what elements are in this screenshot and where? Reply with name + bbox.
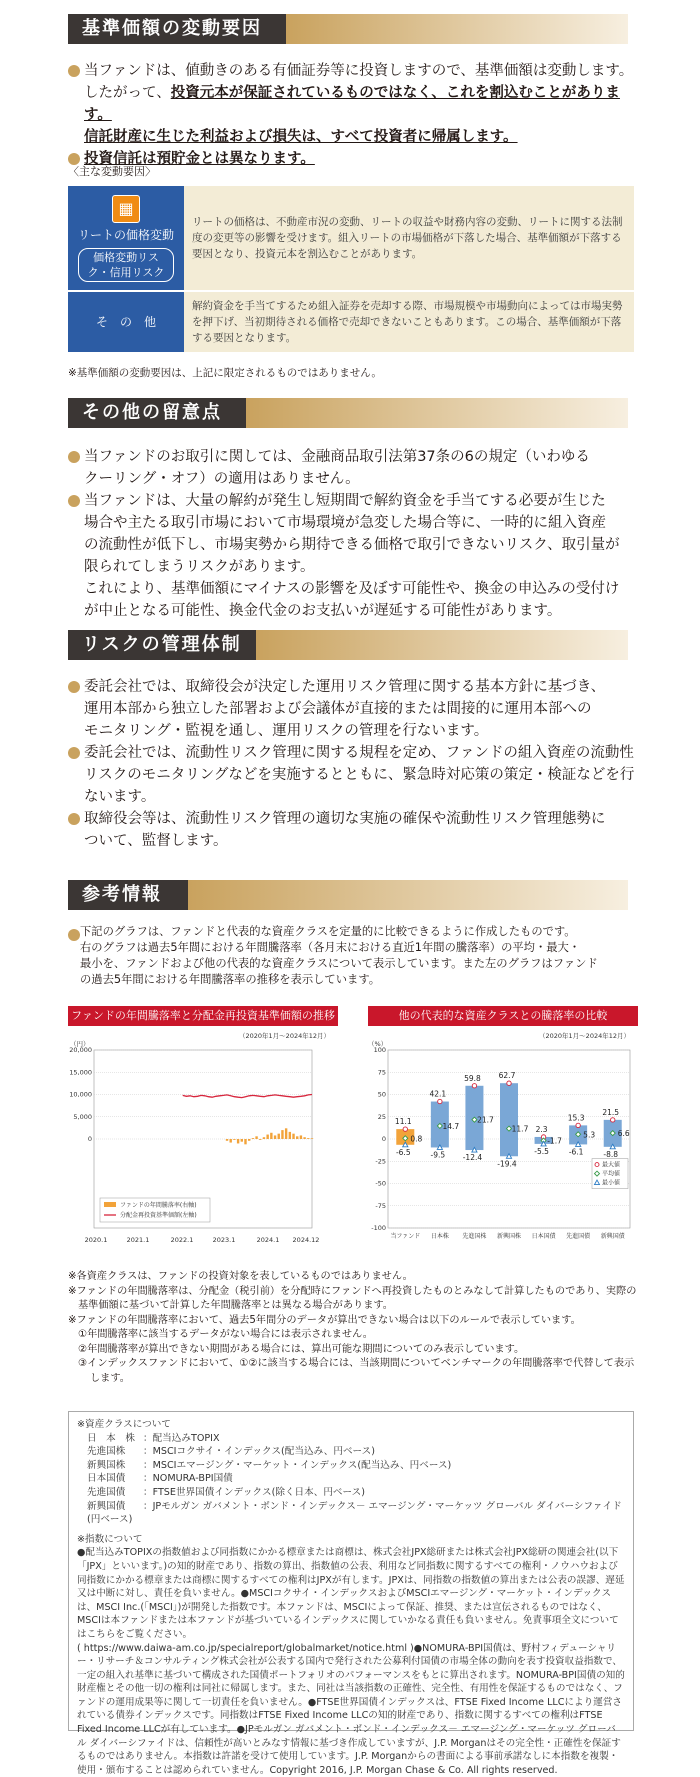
bullet-item: [68, 60, 640, 82]
asset-class-index: ：MSCIコクサイ・インデックス(配当込み、円ベース): [143, 1446, 375, 1457]
index-notes-box: [68, 1411, 634, 1731]
return-bar: [252, 1138, 254, 1139]
emphasis-text: 投資信託は預貯金とは異なります。: [84, 151, 315, 167]
tick-label: 2024.1: [257, 1236, 280, 1244]
bullet-item: 取締役会等は、流動性リスク管理の適切な実施の確保や流動性リスク管理態勢に: [68, 808, 640, 830]
return-bar: [230, 1139, 232, 1143]
return-bar: [289, 1132, 291, 1139]
risk-label: リートの価格変動: [68, 227, 184, 244]
category-label: 当ファンド: [390, 1232, 420, 1240]
text-line: 限られてしまうリスクがあります。: [68, 556, 640, 578]
max-marker: [438, 1099, 442, 1103]
section-header-nav-factors: [68, 14, 628, 44]
avg-label: 21.7: [477, 1116, 494, 1125]
return-bar: [270, 1133, 272, 1139]
tick-label: 25: [378, 1113, 386, 1121]
asset-class-item: [87, 1472, 625, 1486]
return-bar: [296, 1136, 298, 1139]
note-line: ①年間騰落率に該当するデータがない場合には表示されません。: [68, 1328, 640, 1343]
y-unit: （%）: [368, 1040, 387, 1048]
return-bar: [255, 1136, 257, 1139]
risk-label-cell: [68, 186, 184, 291]
note-heading: ※指数について: [77, 1533, 625, 1547]
text: 当ファンドは、値動きのある有価証券等に投資しますので、基準価額は変動します。: [84, 63, 633, 79]
max-label: 21.5: [602, 1108, 619, 1117]
text-line: リスクのモニタリングなどを実施するとともに、緊急時対応策の策定・検証などを行: [68, 764, 640, 786]
asset-class-index: ：FTSE世界国債インデックス(除く日本、円ベース): [143, 1487, 365, 1498]
bullet-item: 下記のグラフは、ファンドと代表的な資産クラスを定量的に比較できるように作成したものです。: [68, 924, 640, 940]
note-heading: ※資産クラスについて: [77, 1418, 625, 1432]
section-title: 参考情報: [68, 880, 188, 910]
legend-label: 平均値: [602, 1170, 620, 1178]
asset-class-index: ：JPモルガン ガバメント・ボンド・インデックス－ エマージング・マーケッツ グローバル ダイバーシファイド(円ベース): [87, 1501, 622, 1526]
section-header-risk-management: [68, 630, 628, 660]
section1-text: [68, 60, 640, 170]
chart-fund-history-svg: [68, 1028, 338, 1264]
min-label: -5.5: [534, 1147, 549, 1156]
text-line: これにより、基準価額にマイナスの影響を及ぼす可能性や、換金の申込みの受付け: [68, 578, 640, 600]
chart-fund-history: [68, 1006, 338, 1266]
legend-label: 最小値: [602, 1179, 620, 1187]
asset-class-item: [87, 1500, 625, 1527]
return-bar: [300, 1135, 302, 1139]
return-bar: [226, 1139, 228, 1141]
return-bar: [259, 1139, 261, 1140]
tick-label: 75: [378, 1068, 386, 1076]
max-marker: [576, 1123, 580, 1127]
tick-label: 15,000: [69, 1068, 92, 1076]
asset-class-name: 先進国債: [87, 1486, 143, 1500]
emphasis-text: 投資元本が保証されているものではなく、これを割込むことがあります。: [84, 85, 620, 123]
text-line: 最小を、ファンドおよび他の代表的な資産クラスについて表示しています。また左のグラフはファンド: [68, 956, 640, 972]
nav-line: [183, 1095, 312, 1098]
asset-class-list: [77, 1432, 625, 1527]
max-label: 62.7: [499, 1071, 516, 1080]
asset-class-name: 先進国株: [87, 1445, 143, 1459]
tick-label: 2021.1: [127, 1236, 150, 1244]
category-label: 日本国債: [532, 1232, 557, 1240]
tick-label: -75: [375, 1202, 386, 1210]
asset-class-index: ：配当込みTOPIX: [143, 1433, 220, 1444]
tick-label: 2020.1: [85, 1236, 108, 1244]
tick-label: 5,000: [73, 1113, 92, 1121]
min-label: -9.5: [431, 1150, 446, 1159]
category-label: 先進国株: [462, 1232, 486, 1240]
tick-label: -100: [371, 1224, 386, 1232]
return-bar: [281, 1130, 283, 1139]
return-bar: [292, 1134, 294, 1139]
tick-label: 50: [378, 1091, 386, 1099]
asset-class-index: ：MSCIエマージング・マーケット・インデックス(配当込み、円ベース): [143, 1460, 451, 1471]
bullet-item: 当ファンドのお取引に関しては、金融商品取引法第37条の6の規定（いわゆる: [68, 446, 640, 468]
text-line: クーリング・オフ）の適用はありません。: [68, 468, 640, 490]
asset-class-index: ：NOMURA-BPI国債: [143, 1473, 233, 1484]
chart-notes: [68, 1270, 640, 1386]
max-label: 11.1: [395, 1117, 412, 1126]
min-label: -8.8: [603, 1150, 618, 1159]
avg-label: 0.8: [410, 1134, 422, 1143]
avg-label: 14.7: [443, 1122, 460, 1131]
asset-class-name: 新興国債: [87, 1500, 143, 1514]
emphasis-text: 信託財産に生じた利益および損失は、すべて投資者に帰属します。: [84, 129, 518, 145]
return-bar: [233, 1139, 235, 1140]
legend-label: 最大値: [602, 1161, 620, 1169]
note-body: ●配当込みTOPIXの指数値および同指数にかかる標章または商標は、株式会社JPX総研または株式会社JPX総研の関連会社(以下「JPX」といいます。)の知的財産であり、指数の算出、指数値の公表、利用など同指数に関するすべての権利・ノウハウおよび同指数にかかる標章または商標に関するすべての権利はJPXが有します。JPXは、同指数の指数値の算出または公表の誤謬、遅延又は中断に対し、責任を負いません。●MSCIコクサイ・インデックスおよびMSCIエマージング・マーケット・インデックスは、MSCI Inc.(「MSCI」)が開発した指数です。本ファンドは、MSCIによって保証、推奨、または宣伝されるものではなく、MSCIは本ファンドまたは本ファンドが基づいているインデックスに関していかなる責任も負いません。免責事項全文についてはこちらをご覧ください。: [77, 1546, 625, 1641]
bullet-item: 当ファンドは、大量の解約が発生し短期間で解約資金を手当てする必要が生じた: [68, 490, 640, 512]
risk-desc-cell: 解約資金を手当てするため組入証券を売却する際、市場規模や市場動向によっては市場実勢を押下げ、当初期待される価格で売却できないこともあります。この場合、基準価額が下落する要因となります。: [184, 291, 634, 352]
max-marker: [611, 1118, 615, 1122]
tick-label: -25: [375, 1157, 386, 1165]
category-label: 新興国株: [497, 1232, 521, 1240]
tick-label: 2024.12: [293, 1236, 320, 1244]
note-line: 基準価額に基づいて計算した年間騰落率とは異なる場合があります。: [68, 1299, 640, 1314]
left-unit: （円）: [70, 1040, 90, 1048]
text-line: モニタリング・監視を通し、運用リスクの管理を行ないます。: [68, 720, 640, 742]
min-label: -6.5: [396, 1148, 411, 1157]
max-marker: [472, 1084, 476, 1088]
min-label: -12.4: [463, 1153, 483, 1162]
tick-label: 2022.1: [171, 1236, 194, 1244]
bullet-item: 委託会社では、取締役会が決定した運用リスク管理に関する基本方針に基づき、: [68, 676, 640, 698]
tick-label: 2023.1: [213, 1236, 236, 1244]
header-gradient: [188, 880, 628, 910]
text-line: [68, 126, 640, 148]
return-bar: [311, 1138, 313, 1139]
asset-class-item: [87, 1432, 625, 1446]
legend-label: ファンドの年間騰落率(右軸): [120, 1201, 197, 1209]
text-line: ついて、監督します。: [68, 830, 640, 852]
max-label: 15.3: [568, 1113, 585, 1122]
return-bar: [248, 1139, 250, 1141]
header-gradient: [246, 398, 628, 428]
section-title: 基準価額の変動要因: [68, 14, 286, 44]
risk-factor-table: [68, 186, 634, 352]
section3-text: [68, 676, 640, 852]
text-line: 場合や主たる取引市場において市場環境が急変した場合等に、一時的に組入資産: [68, 512, 640, 534]
asset-class-name: 日 本 株: [87, 1432, 143, 1446]
section-title: その他の留意点: [68, 398, 246, 428]
asset-class-item: [87, 1445, 625, 1459]
asset-class-item: [87, 1459, 625, 1473]
return-bar: [241, 1139, 243, 1142]
risk-label-cell: そ の 他: [68, 291, 184, 352]
note-line: ※ファンドの年間騰落率は、分配金（税引前）を分配時にファンドへ再投資したものとみなして計算したものであり、実際の: [68, 1285, 640, 1300]
tick-label: 0: [88, 1135, 92, 1143]
category-label: 先進国債: [566, 1232, 591, 1240]
return-bar: [244, 1139, 246, 1144]
tick-label: 20,000: [69, 1046, 92, 1054]
range-bar: [500, 1083, 518, 1156]
header-gradient: [256, 630, 628, 660]
note-line: します。: [68, 1372, 640, 1387]
section-title: リスクの管理体制: [68, 630, 256, 660]
avg-label: 11.7: [512, 1125, 529, 1134]
asset-class-name: 日本国債: [87, 1472, 143, 1486]
text-line: の過去5年間における年間騰落率の推移を表示しています。: [68, 972, 640, 988]
risk-sublabel: 価格変動リスク・信用リスク: [78, 248, 174, 282]
risk-desc-cell: リートの価格は、不動産市況の変動、リートの収益や財務内容の変動、リートに関する法制度の変更等の影響を受けます。組入リートの市場価格が下落した場合、基準価額が下落する要因となり、投資元本を割込むことがあります。: [184, 186, 634, 291]
chart-title: 他の代表的な資産クラスとの騰落率の比較: [368, 1006, 638, 1026]
text: したがって、: [84, 85, 171, 101]
footnote: ※基準価額の変動要因は、上記に限定されるものではありません。: [68, 366, 640, 381]
return-bar: [263, 1137, 265, 1139]
tick-label: 100: [374, 1046, 386, 1054]
max-marker: [507, 1081, 511, 1085]
min-label: -6.1: [569, 1147, 584, 1156]
max-label: 2.3: [536, 1125, 548, 1134]
avg-label: 5.3: [583, 1130, 595, 1139]
category-label: 新興国債: [601, 1232, 626, 1240]
chart-title: ファンドの年間騰落率と分配金再投資基準価額の推移: [68, 1006, 338, 1026]
max-marker: [403, 1127, 407, 1131]
legend-label: 分配金再投資基準価額(左軸): [120, 1211, 197, 1219]
table-row: [68, 291, 634, 352]
return-bar: [237, 1139, 239, 1143]
category-label: 日本株: [431, 1232, 449, 1240]
chart-asset-comparison-svg: [368, 1028, 638, 1264]
chart-asset-comparison: [368, 1006, 638, 1266]
asset-class-name: 新興国株: [87, 1459, 143, 1473]
return-bar: [303, 1137, 305, 1139]
header-gradient: [286, 14, 628, 44]
tick-label: 0: [382, 1135, 386, 1143]
return-bar: [274, 1135, 276, 1139]
return-bar: [278, 1134, 280, 1139]
note-line: ※ファンドの年間騰落率において、過去5年間分のデータが算出できない場合は以下のルールで表示しています。: [68, 1314, 640, 1329]
section4-intro: [68, 924, 640, 988]
text-line: が中止となる可能性、換金代金のお支払いが遅延する可能性があります。: [68, 600, 640, 622]
section-header-reference-info: [68, 880, 628, 910]
text-line: 右のグラフは過去5年間における年間騰落率（各月末における直近1年間の騰落率）の平均・最大・: [68, 940, 640, 956]
note-line: ②年間騰落率が算出できない期間がある場合には、算出可能な期間についてのみ表示しています。: [68, 1343, 640, 1358]
note-line: ③インデックスファンドにおいて、①②に該当する場合には、当該期間についてベンチマークの年間騰落率で代替して表示: [68, 1357, 640, 1372]
chart-period: （2020年1月～2024年12月）: [539, 1031, 630, 1040]
legend-swatch: [104, 1202, 116, 1207]
return-bar: [307, 1138, 309, 1139]
tick-label: 10,000: [69, 1091, 92, 1099]
return-bar: [266, 1135, 268, 1139]
bullet-item: 委託会社では、流動性リスク管理に関する規程を定め、ファンドの組入資産の流動性: [68, 742, 640, 764]
max-label: 42.1: [430, 1090, 447, 1099]
chart-period: （2020年1月～2024年12月）: [239, 1031, 330, 1040]
section2-text: [68, 446, 640, 622]
tick-label: -50: [375, 1180, 386, 1188]
note-body: ( https://www.daiwa-am.co.jp/specialreport/globalmarket/notice.html )●NOMURA-BPI国債は、野村フィデューシャリー・リサーチ＆コンサルティング株式会社が公表する国内で発行された公募利付国債の市場全体の動向を表す投資収益指数で、一定の組入れ基準に基づいて構成された国債ポートフォリオのパフォーマンスをもとに算出されます。NOMURA-BPI国債の知的財産権とその他一切の権利は同社に帰属します。また、同社は当該指数の正確性、完全性、有用性を保証するものではなく、ファンドの運用成果等に関して一切責任を負いません。●FTSE世界国債インデックスは、FTSE Fixed Income LLCにより運営されている債券インデックスです。同指数はFTSE Fixed Income LLCの知的財産であり、指数に関するすべての権利はFTSE Fixed Income LLCが有しています。●JPモルガン ガバメント・ボンド・インデックス－ エマージング・マーケッツ グローバル ダイバーシファイドは、信頼性が高いとみなす情報に基づき作成していますが、J.P. Morganはその完全性・正確性を保証するものではありません。本指数は許諾を受けて使用しています。J.P. Morganからの書面による事前承諾なしに本指数を複製・使用・頒布することは認められていません。Copyright 2016, J.P. Morgan Chase & Co. All rights reserved.: [77, 1642, 625, 1777]
text-line: 運用本部から独立した部署および会議体が直接的または間接的に運用本部への: [68, 698, 640, 720]
table-row: [68, 186, 634, 291]
legend-max-marker: [595, 1163, 599, 1167]
asset-class-item: [87, 1486, 625, 1500]
return-bar: [285, 1128, 287, 1139]
text-line: ないます。: [68, 786, 640, 808]
min-label: -19.4: [497, 1159, 517, 1168]
text-line: の流動性が低下し、市場実勢から期待できる価格で取引できないリスク、取引量が: [68, 534, 640, 556]
section-header-other-notes: [68, 398, 628, 428]
reit-building-icon: ▦: [112, 195, 140, 223]
max-label: 59.8: [464, 1074, 481, 1083]
note-line: ※各資産クラスは、ファンドの投資対象を表しているものではありません。: [68, 1270, 640, 1285]
avg-label: -1.7: [547, 1137, 562, 1146]
sub-label: 〈主な変動要因〉: [68, 164, 640, 179]
text-line: [68, 82, 640, 126]
avg-label: 6.6: [618, 1129, 630, 1138]
